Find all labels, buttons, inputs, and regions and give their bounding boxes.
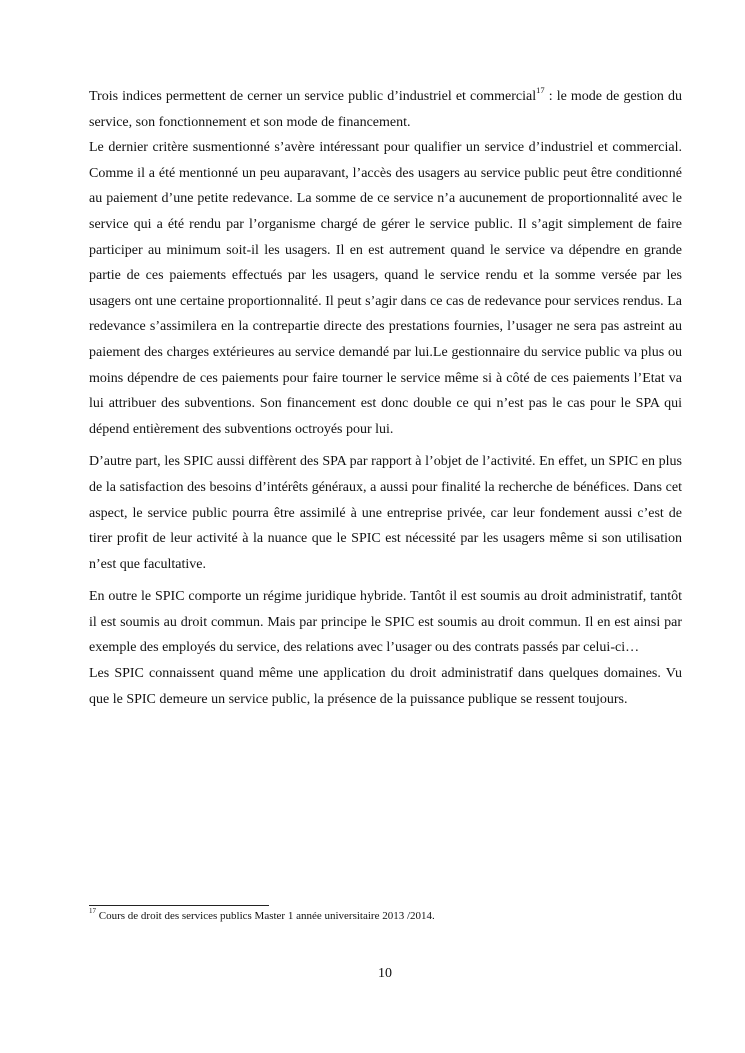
paragraph-intro-text: Trois indices permettent de cerner un service public d’industriel et commercial: [89, 89, 537, 104]
paragraph-legal-regime: En outre le SPIC comporte un régime juridique hybride. Tantôt il est soumis au droit administratif, tantôt il est soumis au droit commun. Mais par principe le SPIC est soumis au droit commun. Il en est ainsi par exemple des employés du service, des relations avec l’usager ou des contrats passés par celui-ci…: [89, 589, 682, 656]
footnote-text: Cours de droit des services publics Master 1 année universitaire 2013 /2014.: [96, 910, 435, 922]
page-number: 10: [378, 966, 392, 981]
footnote-number: 17: [89, 907, 96, 916]
paragraph-financing: Le dernier critère susmentionné s’avère intéressant pour qualifier un service d’industriel et commercial. Comme il a été mentionné un peu auparavant, l’accès des usagers au service public peut être conditionné au paiement d’une petite redevance. La somme de ce service n’a aucunement de proportionnalité avec le service qui a été rendu par l’organisme chargé de gérer le service public. Il s’agit simplement de faire participer au minimum soit-il les usagers. Il en est autrement quand le service va dépendre en grande partie de ces paiements effectués par les usagers, quand le service rendu et la somme versée par les usagers ont une certaine proportionnalité. Il peut s’agir dans ce cas de redevance pour services rendus. La redevance s’assimilera en la contrepartie directe des prestations fournies, l’usager ne sera pas astreint au paiement des charges extérieures au service demandé par lui.Le gestionnaire du service public va plus ou moins dépendre de ces paiements pour faire tourner le service même si à côté de ces paiements l’Etat va lui attribuer des subventions. Son financement est donc double ce qui n’est pas le cas pour le SPA qui dépend entièrement des subventions octroyés pour lui.: [89, 140, 682, 437]
paragraph-intro-text-end: : le mode de gestion du service, son fonctionnement et son mode de financement.: [89, 89, 682, 130]
footnote: [89, 909, 682, 923]
footnote-separator: [89, 905, 269, 906]
paragraph-activity-object: D’autre part, les SPIC aussi diffèrent des SPA par rapport à l’objet de l’activité. En effet, un SPIC en plus de la satisfaction des besoins d’intérêts généraux, a aussi pour finalité la recherche de bénéfices. Dans cet aspect, le service public pourra être assimilé à une entreprise privée, car leur fondement aussi c’est de tirer profit de leur activité à la nuance que le SPIC est nécessité par les usagers même si son utilisation n’est que facultative.: [89, 454, 682, 572]
page-body: [89, 84, 682, 712]
paragraph-administrative-law: Les SPIC connaissent quand même une application du droit administratif dans quelques domaines. Vu que le SPIC demeure un service public, la présence de la puissance publique se ressent toujours.: [89, 666, 682, 707]
footnote-reference: 17: [536, 85, 545, 96]
paragraph-intro: [89, 84, 682, 135]
